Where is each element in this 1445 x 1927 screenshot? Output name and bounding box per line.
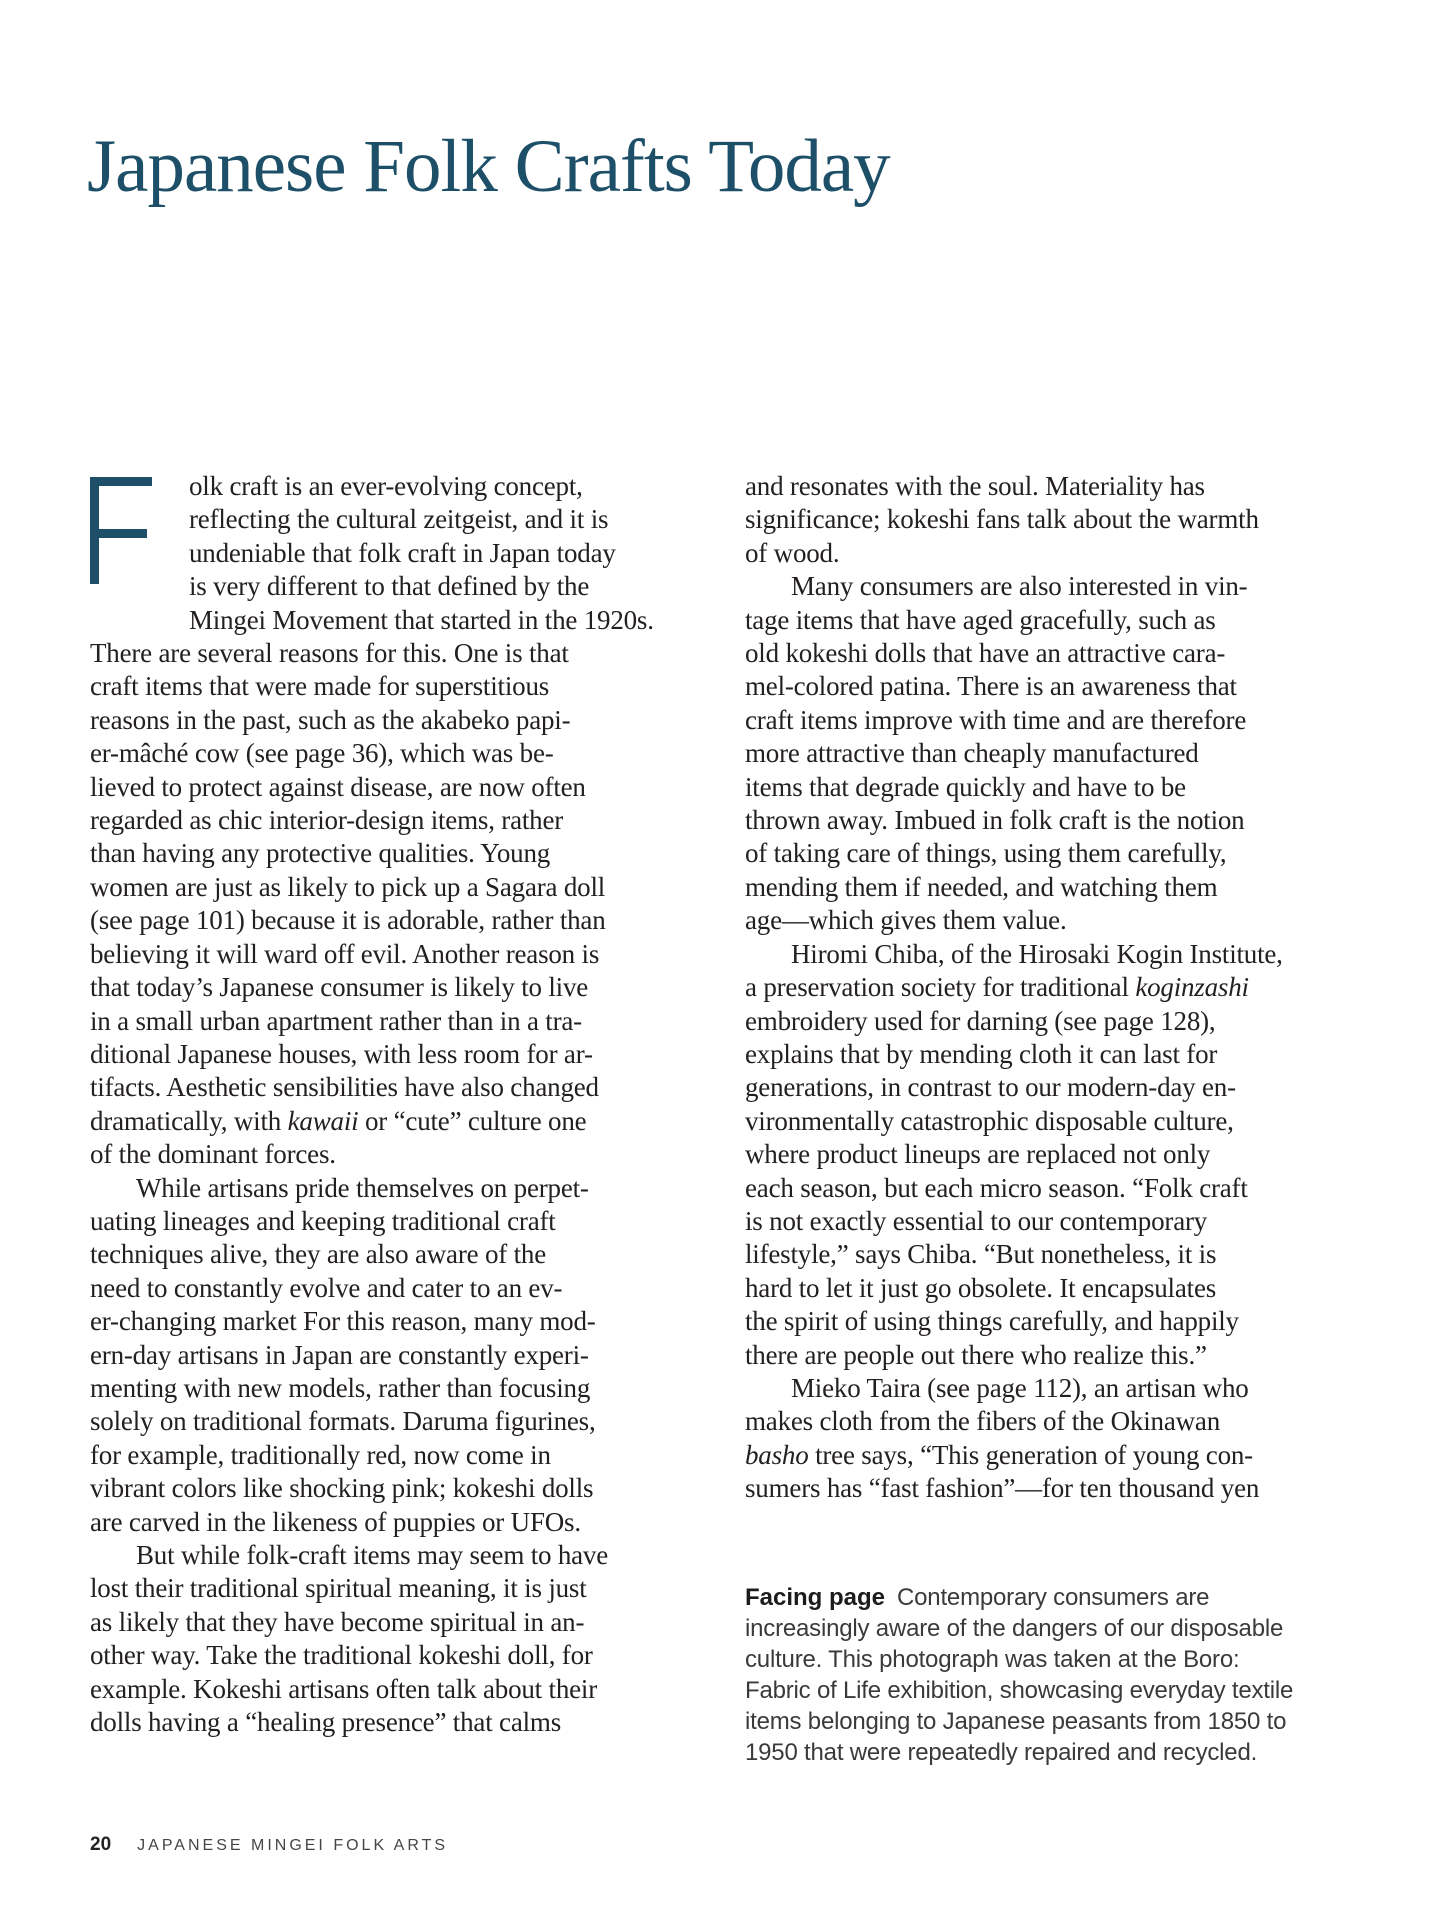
body-text-line: vibrant colors like shocking pink; kokeshi dolls bbox=[90, 1473, 594, 1504]
drop-cap-F-glyph bbox=[90, 477, 153, 584]
body-text-line: craft items that were made for superstitious bbox=[90, 671, 550, 702]
body-text-line: example. Kokeshi artisans often talk about their bbox=[90, 1673, 597, 1704]
body-text-line: where product lineups are replaced not only bbox=[745, 1139, 1211, 1170]
body-text-line: need to constantly evolve and cater to an ev- bbox=[90, 1272, 563, 1303]
body-text-line: of wood. bbox=[745, 537, 840, 568]
body-text-line: of taking care of things, using them carefully, bbox=[745, 838, 1227, 869]
body-text-line: a preservation society for traditional koginzashi bbox=[745, 972, 1249, 1003]
body-text-line: is not exactly essential to our contemporary bbox=[745, 1205, 1208, 1236]
body-text-line: mending them if needed, and watching them bbox=[745, 871, 1218, 902]
body-text-line: for example, traditionally red, now come in bbox=[90, 1439, 551, 1470]
body-text-line: old kokeshi dolls that have an attractive cara- bbox=[745, 638, 1226, 669]
body-text-line: makes cloth from the fibers of the Okinawan bbox=[745, 1406, 1221, 1437]
page-title: Japanese Folk Crafts Today bbox=[87, 125, 890, 208]
body-text-line: thrown away. Imbued in folk craft is the notion bbox=[745, 805, 1245, 836]
body-text-line: techniques alive, they are also aware of the bbox=[90, 1239, 546, 1270]
body-text-line: While artisans pride themselves on perpet- bbox=[136, 1172, 589, 1203]
body-text-line: explains that by mending cloth it can last for bbox=[745, 1038, 1218, 1069]
body-text-line: lost their traditional spiritual meaning, it is just bbox=[90, 1573, 587, 1604]
body-text-line: significance; kokeshi fans talk about the warmth bbox=[745, 504, 1259, 535]
body-text-line: hard to let it just go obsolete. It encapsulates bbox=[745, 1272, 1217, 1303]
body-text-line: tifacts. Aesthetic sensibilities have also changed bbox=[90, 1072, 599, 1103]
body-text-line: basho tree says, “This generation of young con- bbox=[745, 1439, 1253, 1470]
body-text-line: embroidery used for darning (see page 128), bbox=[745, 1005, 1216, 1036]
page-footer bbox=[90, 1834, 448, 1856]
drop-cap-letter-F bbox=[90, 470, 189, 604]
body-text-line: in a small urban apartment rather than in a tra- bbox=[90, 1005, 582, 1036]
body-text-line: But while folk-craft items may seem to have bbox=[136, 1540, 609, 1570]
body-text-line: regarded as chic interior-design items, rather bbox=[90, 805, 564, 836]
body-text-line: generations, in contrast to our modern-day en- bbox=[745, 1072, 1236, 1103]
caption-line: increasingly aware of the dangers of our disposable bbox=[745, 1615, 1284, 1642]
body-text-line: er-mâché cow (see page 36), which was be- bbox=[90, 738, 554, 769]
photo-caption bbox=[745, 1582, 1293, 1768]
body-text-line: reflecting the cultural zeitgeist, and it is bbox=[189, 504, 609, 535]
body-text-line: as likely that they have become spiritual in an- bbox=[90, 1606, 585, 1637]
body-text-line: craft items improve with time and are therefore bbox=[745, 704, 1247, 735]
right-column bbox=[745, 470, 1310, 1506]
body-text-line: vironmentally catastrophic disposable culture, bbox=[745, 1105, 1234, 1136]
body-text-line: items that degrade quickly and have to be bbox=[745, 771, 1186, 802]
body-text-line: undeniable that folk craft in Japan today bbox=[189, 537, 616, 568]
body-text-line: the spirit of using things carefully, and happily bbox=[745, 1306, 1239, 1337]
body-text-line: ditional Japanese houses, with less room for ar- bbox=[90, 1038, 593, 1069]
body-text-line: other way. Take the traditional kokeshi doll, for bbox=[90, 1640, 593, 1671]
body-text-line: sumers has “fast fashion”—for ten thousand yen bbox=[745, 1473, 1260, 1504]
body-text-line: believing it will ward off evil. Another reason is bbox=[90, 938, 600, 969]
body-text-line: more attractive than cheaply manufactured bbox=[745, 738, 1199, 769]
body-text-line: er-changing market For this reason, many mod- bbox=[90, 1306, 596, 1337]
body-text-line: Mingei Movement that started in the 1920s. bbox=[189, 604, 654, 635]
body-text-line: Many consumers are also interested in vin- bbox=[791, 571, 1248, 602]
caption-line: Facing page Contemporary consumers are bbox=[745, 1584, 1210, 1611]
body-text-line: olk craft is an ever-evolving concept, bbox=[189, 471, 583, 501]
body-text-line: reasons in the past, such as the akabeko papi- bbox=[90, 704, 571, 735]
body-text-line: (see page 101) because it is adorable, rather than bbox=[90, 905, 606, 936]
body-text-line: ern-day artisans in Japan are constantly experi- bbox=[90, 1339, 589, 1370]
body-text-line: there are people out there who realize this.” bbox=[745, 1339, 1207, 1370]
body-text-line: of the dominant forces. bbox=[90, 1139, 336, 1170]
body-text-line: Mieko Taira (see page 112), an artisan who bbox=[791, 1372, 1249, 1403]
left-column bbox=[90, 470, 655, 1739]
body-text-line: are carved in the likeness of puppies or UFOs. bbox=[90, 1506, 581, 1537]
caption-line: items belonging to Japanese peasants from 1850 to bbox=[745, 1708, 1287, 1735]
body-text-line: that today’s Japanese consumer is likely to live bbox=[90, 972, 589, 1003]
body-text-line: lieved to protect against disease, are now often bbox=[90, 771, 586, 802]
body-text-line: solely on traditional formats. Daruma figurines, bbox=[90, 1406, 596, 1437]
body-text-line: dramatically, with kawaii or “cute” culture one bbox=[90, 1105, 587, 1136]
body-text-line: There are several reasons for this. One is that bbox=[90, 638, 569, 669]
body-text-line: than having any protective qualities. Young bbox=[90, 838, 551, 869]
body-text-line: menting with new models, rather than focusing bbox=[90, 1372, 591, 1403]
caption-line: 1950 that were repeatedly repaired and recycled. bbox=[745, 1739, 1258, 1766]
body-text-line: is very different to that defined by the bbox=[189, 571, 590, 602]
body-text-line: each season, but each micro season. “Folk craft bbox=[745, 1172, 1248, 1203]
body-text-line: mel-colored patina. There is an awareness that bbox=[745, 671, 1237, 702]
body-text-line: lifestyle,” says Chiba. “But nonetheless, it is bbox=[745, 1239, 1217, 1270]
body-text-line: and resonates with the soul. Materiality has bbox=[745, 471, 1205, 501]
body-text-line: Hiromi Chiba, of the Hirosaki Kogin Institute, bbox=[791, 938, 1283, 969]
body-text-line: dolls having a “healing presence” that calms bbox=[90, 1707, 562, 1738]
caption-line: culture. This photograph was taken at the Boro: bbox=[745, 1646, 1240, 1673]
body-text-line: age—which gives them value. bbox=[745, 905, 1067, 936]
body-text-line: uating lineages and keeping traditional craft bbox=[90, 1205, 556, 1236]
caption-line: Fabric of Life exhibition, showcasing everyday textile bbox=[745, 1677, 1294, 1704]
body-text-line: tage items that have aged gracefully, such as bbox=[745, 604, 1216, 635]
running-title: JAPANESE MINGEI FOLK ARTS bbox=[137, 1837, 449, 1854]
body-text-line: women are just as likely to pick up a Sagara doll bbox=[90, 871, 606, 902]
page-number: 20 bbox=[90, 1834, 112, 1855]
